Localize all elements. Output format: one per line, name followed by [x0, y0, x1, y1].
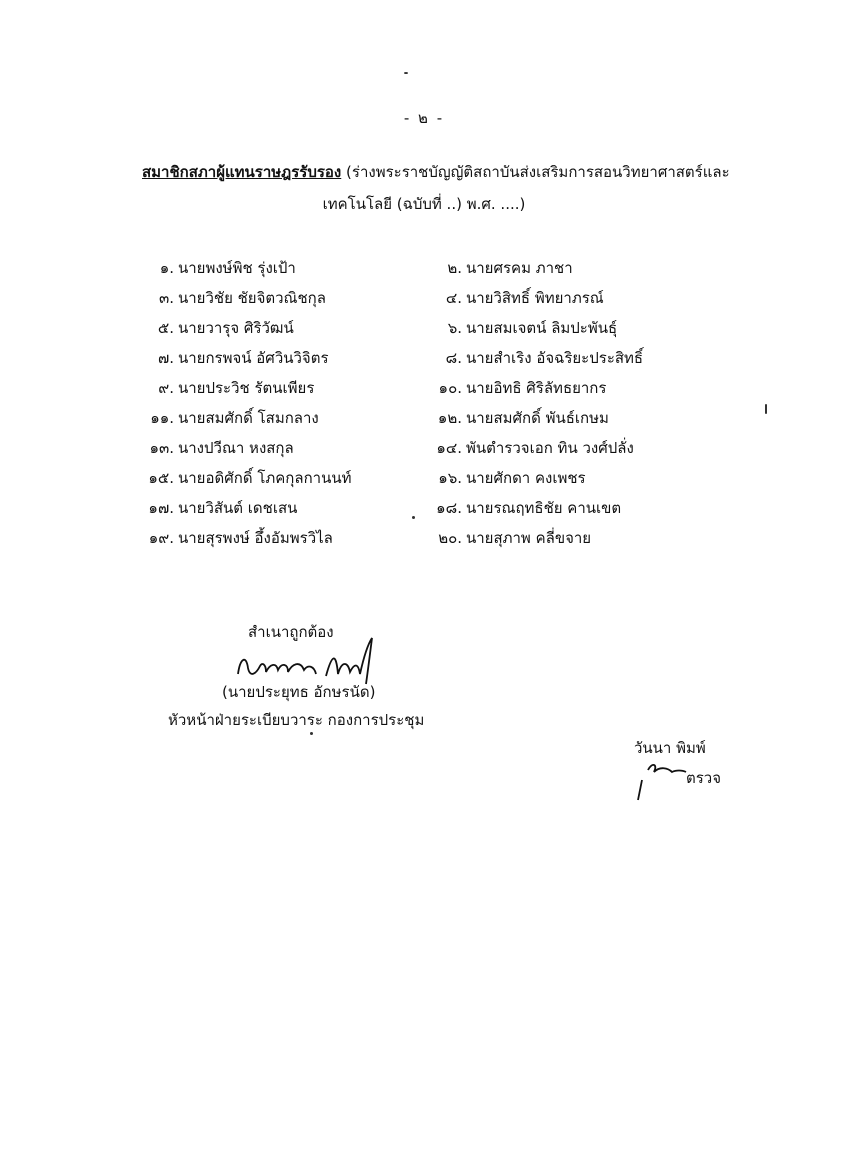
heading-underlined: สมาชิกสภาผู้แทนราษฎรรับรอง	[142, 163, 342, 181]
member-name: นายพงษ์พิช รุ่งเป้า	[178, 259, 296, 277]
member-number: ๑๒.	[437, 409, 462, 427]
member-number: ๑๕.	[148, 469, 174, 487]
member-number: ๖.	[447, 319, 462, 337]
member-item	[432, 406, 609, 430]
member-name: นายรณฤทธิชัย คานเขต	[466, 499, 622, 517]
member-item	[432, 286, 604, 310]
member-name: นายวารุจ ศิริวัฒน์	[178, 319, 294, 337]
certifier-position: หัวหน้าฝ่ายระเบียบวาระ กองการประชุม	[168, 711, 425, 729]
member-number: ๒.	[447, 259, 462, 277]
heading	[142, 160, 742, 184]
member-item	[140, 316, 294, 340]
checker-label: ตรวจ	[686, 769, 722, 787]
member-item	[140, 496, 297, 520]
member-item	[140, 526, 333, 550]
member-name: นายสุรพงษ์ อึ้งอัมพรวิไล	[178, 529, 333, 547]
member-item	[432, 256, 573, 280]
member-item	[432, 436, 634, 460]
member-item	[432, 526, 591, 550]
checker-initials	[628, 758, 688, 808]
member-number: ๑๗.	[148, 499, 174, 517]
member-name: นางปวีณา หงสกุล	[178, 439, 294, 457]
member-name: นายสมเจตน์ ลิมปะพันธุ์	[466, 319, 618, 337]
member-number: ๑๙.	[148, 529, 174, 547]
certifier-name: (นายประยุทธ อักษรนัด)	[222, 683, 376, 701]
member-number: ๑.	[159, 259, 174, 277]
member-item	[140, 466, 351, 490]
member-item	[140, 376, 314, 400]
member-item	[432, 466, 586, 490]
typist-label: วันนา พิมพ์	[634, 739, 706, 757]
heading-rest: (ร่างพระราชบัญญัติสถาบันส่งเสริมการสอนวิทยาศาสตร์และ	[341, 163, 730, 181]
certification-title: สำเนาถูกต้อง	[248, 623, 334, 641]
member-number: ๘.	[445, 349, 462, 367]
member-name: นายสมศักดิ์ โสมกลาง	[178, 409, 319, 427]
scan-speck	[404, 72, 408, 74]
member-number: ๙.	[158, 379, 174, 397]
member-number: ๒๐.	[438, 529, 462, 547]
member-number: ๑๔.	[436, 439, 462, 457]
member-item	[140, 436, 294, 460]
page-number: - ๒ -	[403, 109, 445, 127]
scan-speck	[310, 732, 313, 735]
member-name: นายสำเริง อัจฉริยะประสิทธิ์	[466, 349, 644, 367]
member-name: นายศักดา คงเพชร	[466, 469, 586, 487]
member-name: นายอดิศักดิ์ โภคกุลกานนท์	[178, 469, 352, 487]
member-item	[432, 496, 621, 520]
member-item	[432, 316, 617, 340]
member-name: นายสมศักดิ์ พันธ์เกษม	[466, 409, 609, 427]
member-number: ๔.	[445, 289, 462, 307]
member-number: ๕.	[157, 319, 174, 337]
member-name: นายวิสิทธิ์ พิทยาภรณ์	[466, 289, 604, 307]
member-name: นายวิสันต์ เดชเสน	[178, 499, 298, 517]
member-item	[432, 376, 606, 400]
member-name: นายประวิช รัตนเพียร	[178, 379, 315, 397]
member-name: นายศรคม ภาชา	[466, 259, 573, 277]
member-number: ๑๖.	[438, 469, 462, 487]
member-number: ๑๘.	[436, 499, 462, 517]
member-number: ๗.	[157, 349, 174, 367]
member-item	[140, 406, 319, 430]
member-number: ๑๓.	[149, 439, 174, 457]
member-number: ๑๑.	[150, 409, 174, 427]
member-item	[432, 346, 643, 370]
member-name: นายอิทธิ ศิริลัทธยากร	[466, 379, 607, 397]
member-name: นายวิชัย ชัยจิตวณิชกุล	[178, 289, 326, 307]
member-item	[140, 286, 326, 310]
member-name: นายกรพจน์ อัศวินวิจิตร	[178, 349, 329, 367]
member-number: ๑๐.	[438, 379, 462, 397]
member-item	[140, 346, 329, 370]
scan-speck	[765, 404, 767, 414]
scan-speck	[412, 516, 415, 519]
member-name: พันตำรวจเอก ทิน วงศ์ปลั่ง	[466, 439, 634, 457]
heading-line2: เทคโนโลยี (ฉบับที่ ..) พ.ศ. ....)	[322, 195, 526, 213]
member-number: ๓.	[158, 289, 174, 307]
member-item	[140, 256, 296, 280]
member-name: นายสุภาพ คลี่ขจาย	[466, 529, 592, 547]
